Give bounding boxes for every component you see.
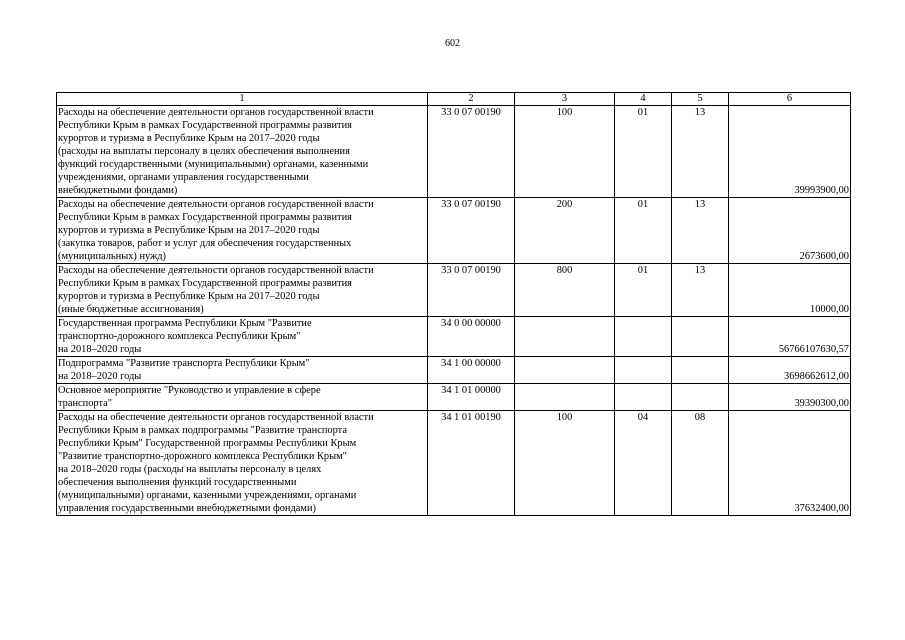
- column-header: 5: [672, 93, 729, 106]
- expense-name-line: управления государственными внебюджетными фондами): [58, 503, 316, 514]
- expense-name-line: Республики Крым в рамках Государственной программы развития: [58, 212, 352, 223]
- target-article-cell: 34 1 01 00190: [428, 411, 515, 516]
- expense-type-cell: [515, 384, 615, 411]
- expense-name-cell: [57, 384, 428, 411]
- column-header: 2: [428, 93, 515, 106]
- table-row: [57, 106, 851, 198]
- expense-name-line: Расходы на обеспечение деятельности органов государственной власти: [58, 265, 374, 276]
- expense-type-cell: [515, 317, 615, 357]
- amount-cell: 3698662612,00: [729, 357, 851, 384]
- table-row: [57, 264, 851, 317]
- expense-type-cell: 200: [515, 198, 615, 264]
- subsection-cell: [672, 357, 729, 384]
- section-cell: 01: [615, 198, 672, 264]
- subsection-cell: [672, 384, 729, 411]
- expense-name-line: (муниципальными) органами, казенными учреждениями, органами: [58, 490, 357, 501]
- expense-name-line: Республики Крым в рамках Государственной программы развития: [58, 278, 352, 289]
- expense-name-line: Республики Крым в рамках Государственной программы развития: [58, 120, 352, 131]
- expense-name-line: обеспечения выполнения функций государственными: [58, 477, 297, 488]
- expense-type-cell: 800: [515, 264, 615, 317]
- amount-cell: 10000,00: [729, 264, 851, 317]
- expense-name-cell: [57, 357, 428, 384]
- section-cell: 01: [615, 264, 672, 317]
- amount-cell: 37632400,00: [729, 411, 851, 516]
- expense-name-cell: [57, 106, 428, 198]
- expense-name-line: транспортно-дорожного комплекса Республики Крым": [58, 331, 301, 342]
- target-article-cell: 34 1 01 00000: [428, 384, 515, 411]
- column-header: 1: [57, 93, 428, 106]
- expense-name-cell: [57, 317, 428, 357]
- section-cell: 01: [615, 106, 672, 198]
- expense-name-line: (закупка товаров, работ и услуг для обеспечения государственных: [58, 238, 352, 249]
- target-article-cell: 33 0 07 00190: [428, 198, 515, 264]
- table-row: [57, 384, 851, 411]
- expense-type-cell: 100: [515, 106, 615, 198]
- expense-name-line: курортов и туризма в Республике Крым на 2017–2020 годы: [58, 225, 320, 236]
- column-header: 3: [515, 93, 615, 106]
- column-header: 6: [729, 93, 851, 106]
- subsection-cell: 13: [672, 198, 729, 264]
- expense-name-cell: [57, 411, 428, 516]
- expense-name-line: "Развитие транспортно-дорожного комплекса Республики Крым": [58, 451, 347, 462]
- expense-name-line: учреждениями, органами управления государственными: [58, 172, 309, 183]
- expense-name-line: курортов и туризма в Республике Крым на 2017–2020 годы: [58, 133, 320, 144]
- header-row: [57, 93, 851, 106]
- section-cell: 04: [615, 411, 672, 516]
- table-row: [57, 317, 851, 357]
- expense-name-line: на 2018–2020 годы: [58, 344, 142, 355]
- expense-name-line: Расходы на обеспечение деятельности органов государственной власти: [58, 107, 374, 118]
- expense-type-cell: 100: [515, 411, 615, 516]
- expense-name-line: на 2018–2020 годы: [58, 371, 142, 382]
- expense-name-line: на 2018–2020 годы (расходы на выплаты персоналу в целях: [58, 464, 322, 475]
- expense-name-line: Расходы на обеспечение деятельности органов государственной власти: [58, 199, 374, 210]
- subsection-cell: 13: [672, 264, 729, 317]
- page-number: 602: [445, 38, 460, 49]
- expense-name-line: транспорта": [58, 398, 112, 409]
- section-cell: [615, 357, 672, 384]
- amount-cell: 2673600,00: [729, 198, 851, 264]
- expense-name-line: Республики Крым в рамках подпрограммы "Развитие транспорта: [58, 425, 347, 436]
- expense-name-line: (иные бюджетные ассигнования): [58, 304, 204, 315]
- expense-name-line: Государственная программа Республики Крым "Развитие: [58, 318, 312, 329]
- expense-type-cell: [515, 357, 615, 384]
- expense-name-line: Основное мероприятие "Руководство и управление в сфере: [58, 385, 321, 396]
- amount-cell: 39390300,00: [729, 384, 851, 411]
- target-article-cell: 33 0 07 00190: [428, 106, 515, 198]
- expense-name-cell: [57, 198, 428, 264]
- expense-name-line: Подпрограмма "Развитие транспорта Республики Крым": [58, 358, 310, 369]
- target-article-cell: 34 1 00 00000: [428, 357, 515, 384]
- expense-name-line: Республики Крым" Государственной программы Республики Крым: [58, 438, 357, 449]
- table-row: [57, 411, 851, 516]
- budget-table: [56, 92, 851, 516]
- expense-name-line: (расходы на выплаты персоналу в целях обеспечения выполнения: [58, 146, 350, 157]
- amount-cell: 39993900,00: [729, 106, 851, 198]
- expense-name-line: внебюджетными фондами): [58, 185, 178, 196]
- subsection-cell: [672, 317, 729, 357]
- amount-cell: 56766107630,57: [729, 317, 851, 357]
- expense-name-line: функций государственными (муниципальными) органами, казенными: [58, 159, 369, 170]
- table-row: [57, 198, 851, 264]
- subsection-cell: 08: [672, 411, 729, 516]
- expense-name-cell: [57, 264, 428, 317]
- table-row: [57, 357, 851, 384]
- column-header: 4: [615, 93, 672, 106]
- target-article-cell: 34 0 00 00000: [428, 317, 515, 357]
- subsection-cell: 13: [672, 106, 729, 198]
- expense-name-line: Расходы на обеспечение деятельности органов государственной власти: [58, 412, 374, 423]
- expense-name-line: курортов и туризма в Республике Крым на 2017–2020 годы: [58, 291, 320, 302]
- section-cell: [615, 317, 672, 357]
- expense-name-line: (муниципальных) нужд): [58, 251, 167, 262]
- target-article-cell: 33 0 07 00190: [428, 264, 515, 317]
- section-cell: [615, 384, 672, 411]
